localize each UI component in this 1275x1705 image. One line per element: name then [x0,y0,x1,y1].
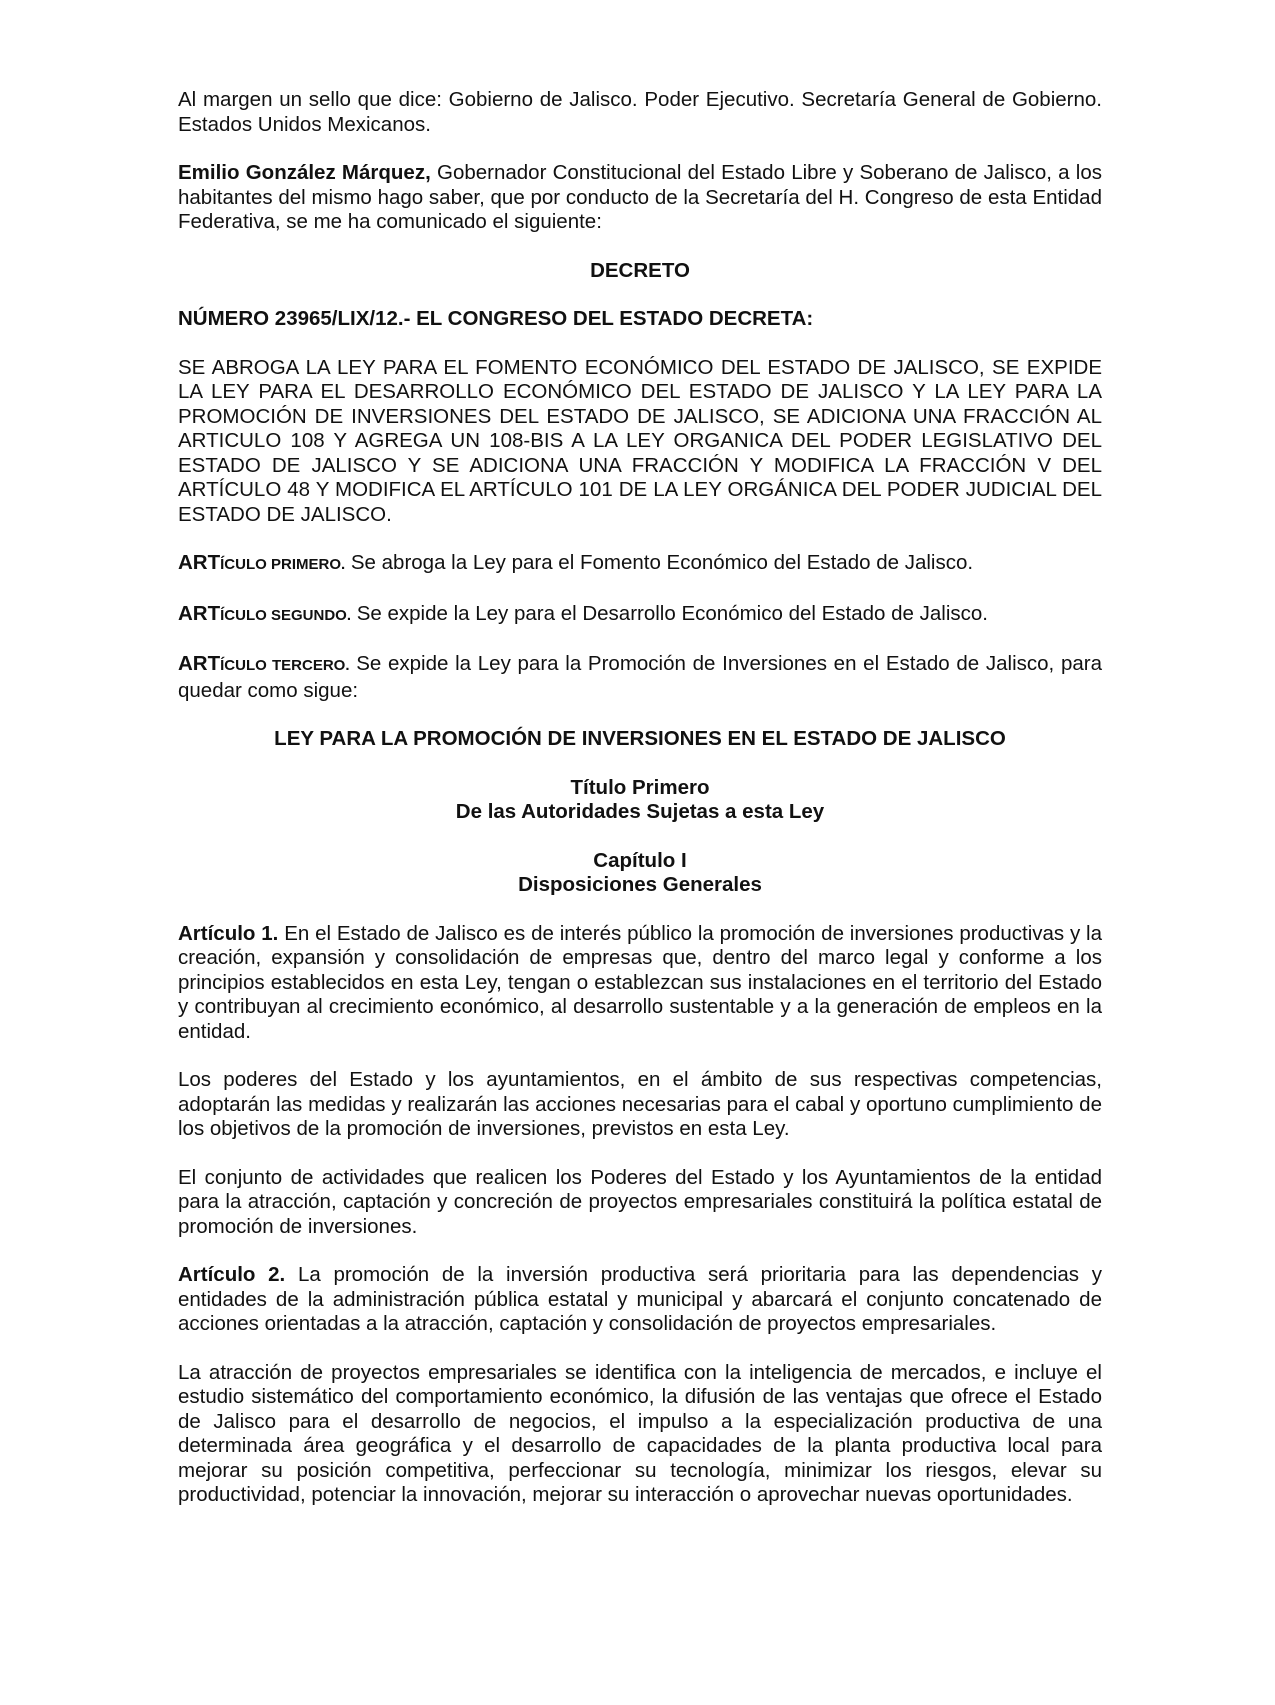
article-1-paragraph-3: El conjunto de actividades que realicen los Poderes del Estado y los Ayuntamientos de la entidad para la atracción, captación y concreción de proyectos empresariales constituirá la política estatal de promoción de inversiones. [178,1165,1102,1238]
title-heading [178,776,1102,825]
decree-article-label: ARTÍCULO PRIMERO. [178,551,346,574]
article-2-label: Artículo 2. [178,1263,286,1286]
decree-article-label: ARTÍCULO TERCERO. [178,652,350,675]
decree-article-text: Se abroga la Ley para el Fomento Económico del Estado de Jalisco. [345,551,974,574]
decree-article-text: Se expide la Ley para la Promoción de Inversiones en el Estado de Jalisco, para quedar como sigue: [178,652,1102,702]
decree-summary: SE ABROGA LA LEY PARA EL FOMENTO ECONÓMICO DEL ESTADO DE JALISCO, SE EXPIDE LA LEY PARA EL DESARROLLO ECONÓMICO DEL ESTADO DE JALISCO Y LA LEY PARA LA PROMOCIÓN DE INVERSIONES DEL ESTADO DE JALISCO, SE ADICIONA UNA FRACCIÓN AL ARTICULO 108 Y AGREGA UN 108-BIS A LA LEY ORGANICA DEL PODER LEGISLATIVO DEL ESTADO DE JALISCO Y SE ADICIONA UNA FRACCIÓN Y MODIFICA LA FRACCIÓN V DEL ARTÍCULO 48 Y MODIFICA EL ARTÍCULO 101 DE LA LEY ORGÁNICA DEL PODER JUDICIAL DEL ESTADO DE JALISCO. [178,355,1102,526]
article-1-paragraph-2: Los poderes del Estado y los ayuntamientos, en el ámbito de sus respectivas competencias, adoptarán las medidas y realizarán las acciones necesarias para el cabal y oportuno cumplimiento de los objetivos de la promoción de inversiones, previstos en esta Ley. [178,1068,1102,1140]
title-heading-line1: Título Primero [570,775,710,799]
decree-article-1 [178,551,1102,578]
article-1 [178,922,1102,1045]
decree-article-label: ARTÍCULO SEGUNDO. [178,601,351,625]
governor-name: Emilio González Márquez, [178,161,431,184]
decree-article-3 [178,652,1102,703]
governor-paragraph [178,161,1102,235]
decree-title: DECRETO [590,258,690,282]
law-title: LEY PARA LA PROMOCIÓN DE INVERSIONES EN EL ESTADO DE JALISCO [274,727,1006,750]
chapter-heading-line1: Capítulo I [593,848,687,872]
article-1-text: En el Estado de Jalisco es de interés público la promoción de inversiones productivas y la creación, expansión y consolidación de empresas que, dentro del marco legal y conforme a los principios establecidos en esta Ley, tengan o establezcan sus instalaciones en el territorio del Estado y contribuyan al crecimiento económico, al desarrollo sustentable y a la generación de empleos en la entidad. [178,921,1102,1043]
decree-article-text: Se expide la Ley para el Desarrollo Económico del Estado de Jalisco. [351,601,988,625]
chapter-heading-line2: Disposiciones Generales [518,873,762,896]
governor-text: Gobernador Constitucional del Estado Libre y Soberano de Jalisco, a los habitantes del mismo hago saber, que por conducto de la Secretaría del H. Congreso de esta Entidad Federativa, se me ha comunicado el siguiente: [178,161,1102,233]
decree-article-2 [178,602,1102,629]
title-heading-line2: De las Autoridades Sujetas a esta Ley [455,800,825,823]
margin-note: Al margen un sello que dice: Gobierno de Jalisco. Poder Ejecutivo. Secretaría General de Gobierno. Estados Unidos Mexicanos. [178,88,1102,136]
chapter-heading [178,849,1102,898]
article-1-label: Artículo 1. [178,921,279,945]
article-2-paragraph-2: La atracción de proyectos empresariales se identifica con la inteligencia de mercados, e incluye el estudio sistemático del comportamiento económico, la difusión de las ventajas que ofrece el Estado de Jalisco para el desarrollo de negocios, el impulso a la especialización productiva de una determinada área geográfica y el desarrollo de capacidades de la planta productiva local para mejorar su posición competitiva, perfeccionar su tecnología, minimizar los riesgos, elevar su productividad, potenciar la innovación, mejorar su interacción o aprovechar nuevas oportunidades. [178,1360,1102,1506]
article-2 [178,1263,1102,1337]
article-2-text: La promoción de la inversión productiva será prioritaria para las dependencias y entidades de la administración pública estatal y municipal y abarcará el conjunto concatenado de acciones orientadas a la atracción, captación y consolidación de proyectos empresariales. [178,1263,1102,1335]
decree-number: NÚMERO 23965/LIX/12.- EL CONGRESO DEL ESTADO DECRETA: [178,307,814,330]
document-page [178,88,1102,1532]
